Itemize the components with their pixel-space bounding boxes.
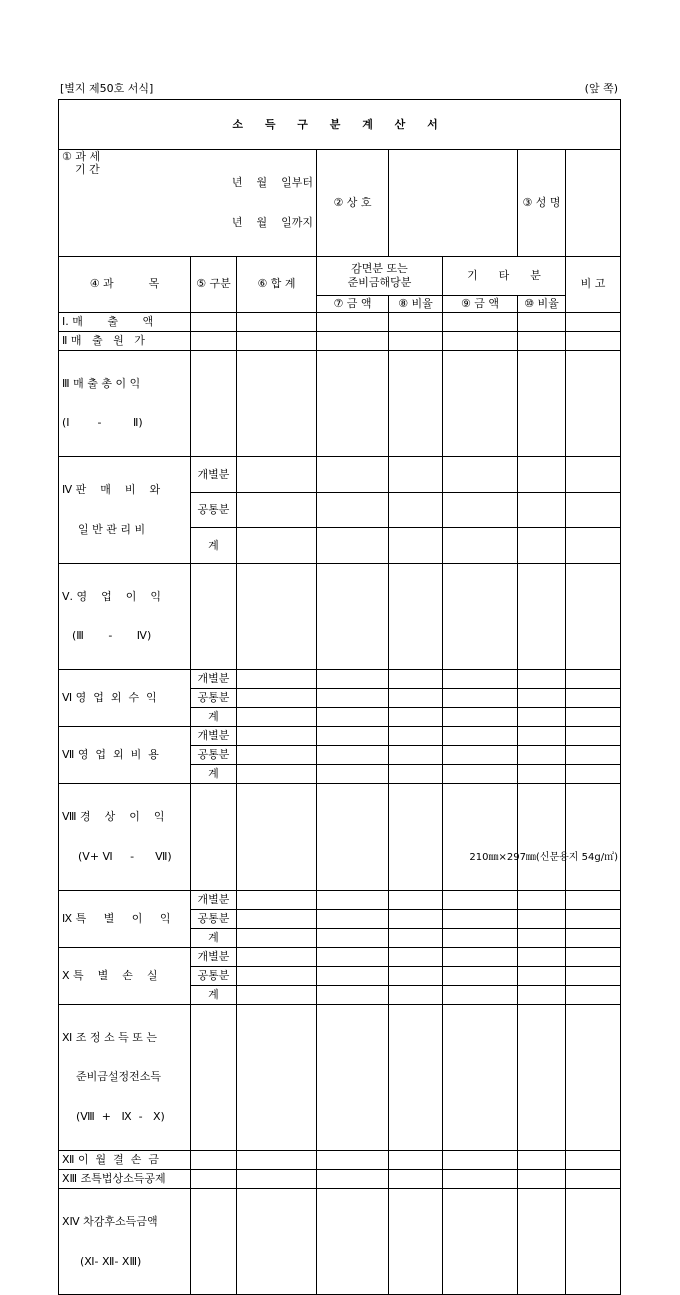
col-reduction-amount: ⑦ 금 액 <box>317 295 389 312</box>
subdivision-common: 공통분 <box>191 492 237 528</box>
item-loss-carried: Ⅻ 이 월 결 손 금 <box>59 1150 191 1169</box>
page-side-label: (앞 쪽) <box>584 82 618 95</box>
col-division: ⑤ 구분 <box>191 256 237 312</box>
business-name-label: ② 상 호 <box>317 150 389 257</box>
table-row <box>59 350 621 457</box>
item-adjusted-income-line-1: Ⅺ 조 정 소 득 또 는 <box>62 1030 157 1044</box>
col-remarks: 비 고 <box>566 256 621 312</box>
col-other-amount: ⑨ 금 액 <box>443 295 518 312</box>
period-to: 년 월 일까지 <box>231 215 313 229</box>
subdivision-individual: 개별분 <box>191 727 237 746</box>
col-reduction-line-2: 준비금해당분 <box>347 275 412 289</box>
tax-period-cell[interactable] <box>59 150 317 257</box>
subdivision-common: 공통분 <box>191 746 237 765</box>
table-row <box>59 670 621 689</box>
item-operating-income-line-1: Ⅴ. 영 업 이 익 <box>62 589 161 603</box>
table-row <box>59 727 621 746</box>
item-special-deduction: ⅩⅢ 조특법상소득공제 <box>59 1169 191 1188</box>
item-adjusted-income-line-2: 준비금설정전소득 <box>76 1070 162 1084</box>
item-sga-line-1: Ⅳ 판 매 비 와 <box>62 483 161 497</box>
subdivision-common: 공통분 <box>191 909 237 928</box>
subdivision-individual: 개별분 <box>191 670 237 689</box>
col-reduction-line-1: 감면분 또는 <box>351 262 408 276</box>
business-name-field[interactable] <box>389 150 518 257</box>
table-row <box>59 1188 621 1295</box>
period-label-2: 기 간 <box>75 163 100 177</box>
item-income-after-line-1: ⅩⅣ 차감후소득금액 <box>62 1214 158 1228</box>
subdivision-sum: 계 <box>191 985 237 1004</box>
item-sga-line-2: 일 반 관 리 비 <box>78 522 146 536</box>
paper-spec-footer: 210㎜×297㎜(신문용지 54g/㎡) <box>469 852 618 863</box>
table-row <box>59 1004 621 1150</box>
item-sga <box>59 457 191 564</box>
col-other: 기 타 분 <box>443 256 566 295</box>
item-cost-of-sales: Ⅱ 매 출 원 가 <box>59 331 191 350</box>
table-row <box>59 1150 621 1169</box>
table-row <box>59 457 621 493</box>
item-income-after <box>59 1188 191 1295</box>
item-gross-profit-line-2: (Ⅰ - Ⅱ) <box>62 416 143 430</box>
item-operating-income-line-2: (Ⅲ - Ⅳ) <box>72 629 152 643</box>
form-title: 소 득 구 분 계 산 서 <box>59 100 621 150</box>
item-gross-profit-line-1: Ⅲ 매 출 총 이 익 <box>62 376 141 390</box>
table-row <box>59 890 621 909</box>
table-row <box>59 784 621 891</box>
item-non-operating-income: Ⅵ 영 업 외 수 익 <box>59 670 191 727</box>
item-extraordinary-gain: Ⅸ 특 별 이 익 <box>59 890 191 947</box>
table-row <box>59 331 621 350</box>
subdivision-sum: 계 <box>191 765 237 784</box>
subdivision-individual: 개별분 <box>191 457 237 493</box>
col-other-ratio: ⑩ 비율 <box>518 295 566 312</box>
col-reduction-ratio: ⑧ 비율 <box>389 295 443 312</box>
table-row <box>59 563 621 670</box>
col-reduction <box>317 256 443 295</box>
table-row <box>59 312 621 331</box>
person-name-field[interactable] <box>566 150 621 257</box>
item-non-operating-expense: Ⅶ 영 업 외 비 용 <box>59 727 191 784</box>
subdivision-sum: 계 <box>191 708 237 727</box>
col-item: ④ 과 목 <box>59 256 191 312</box>
period-from: 년 월 일부터 <box>231 176 313 190</box>
item-operating-income <box>59 563 191 670</box>
subdivision-common: 공통분 <box>191 689 237 708</box>
income-classification-table <box>58 99 621 1295</box>
item-gross-profit <box>59 350 191 457</box>
period-label-1: ① 과 세 <box>62 150 101 163</box>
item-extraordinary-loss: Ⅹ 특 별 손 실 <box>59 947 191 1004</box>
item-income-after-line-2: (Ⅺ- Ⅻ- ⅩⅢ) <box>80 1254 142 1268</box>
table-row <box>59 947 621 966</box>
subdivision-individual: 개별분 <box>191 947 237 966</box>
table-row <box>59 1169 621 1188</box>
col-total: ⑥ 합 계 <box>237 256 317 312</box>
person-name-label: ③ 성 명 <box>518 150 566 257</box>
subdivision-individual: 개별분 <box>191 890 237 909</box>
subdivision-common: 공통분 <box>191 966 237 985</box>
item-ordinary-income <box>59 784 191 891</box>
item-sales: Ⅰ. 매 출 액 <box>59 312 191 331</box>
subdivision-sum: 계 <box>191 928 237 947</box>
form-number: [별지 제50호 서식] <box>60 82 154 95</box>
item-ordinary-income-line-1: Ⅷ 경 상 이 익 <box>62 810 165 824</box>
subdivision-sum: 계 <box>191 528 237 564</box>
item-ordinary-income-line-2: (Ⅴ+ Ⅵ - Ⅶ) <box>78 849 172 863</box>
item-adjusted-income <box>59 1004 191 1150</box>
item-adjusted-income-line-3: (Ⅷ + Ⅸ - Ⅹ) <box>76 1110 165 1123</box>
